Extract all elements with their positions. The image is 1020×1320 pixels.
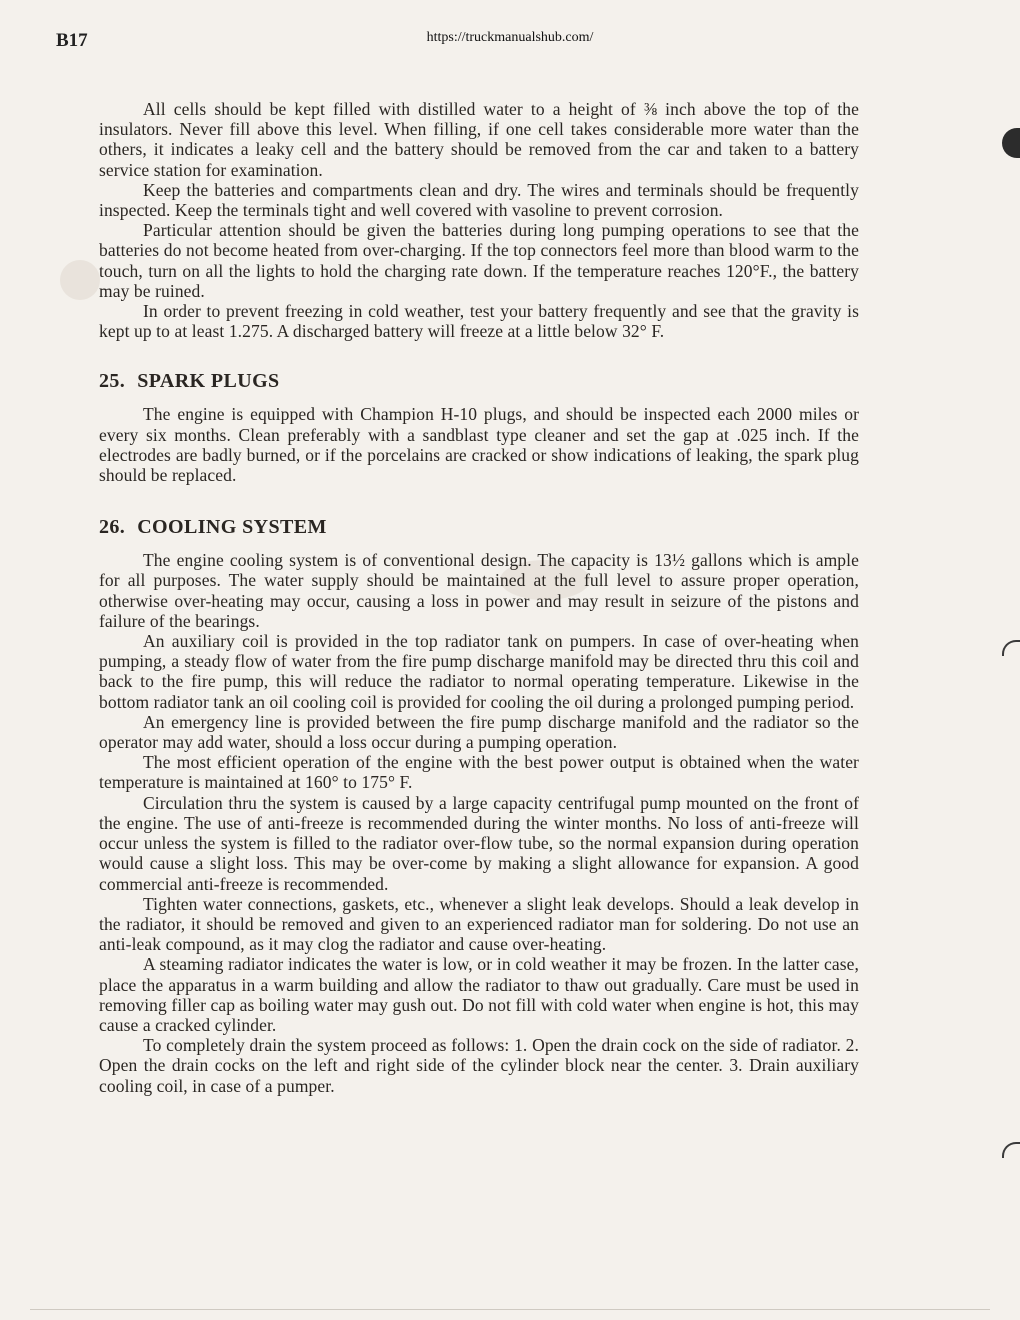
page-edge-mark	[1002, 640, 1020, 656]
section-number: 26.	[99, 516, 126, 539]
cooling-paragraph: A steaming radiator indicates the water is low, or in cold weather it may be frozen. In the latter case, place the apparatus in a warm building and allow the radiator to thaw out gradually. Care must be used in removing filler cap as boiling water may gush out. Do not fill with cold water when engine is hot, this may cause a cracked cylinder.	[99, 954, 859, 1035]
source-url[interactable]: https://truckmanualshub.com/	[426, 30, 594, 45]
cooling-paragraph: Circulation thru the system is caused by a large capacity centrifugal pump mounted on the front of the engine. The use of anti-freeze is recommended during the winter months. No loss of anti-freeze will occur unless the system is filled to the radiator over-flow tube, so the normal expansion during operation would cause a slight loss. This may be over-come by making a slight allowance for expansion. A good commercial anti-freeze is recommended.	[99, 792, 859, 894]
section-title: SPARK PLUGS	[137, 370, 280, 393]
battery-paragraph: Particular attention should be given the batteries during long pumping operations to see that the batteries do not become heated from over-charging. If the top connectors feel more than blood warm to the touch, turn on all the lights to hold the charging rate down. If the temperature reaches 120°F., the battery may be ruined.	[99, 220, 859, 301]
cooling-paragraph: An emergency line is provided between the fire pump discharge manifold and the radiator so the operator may add water, should a loss occur during a pumping operation.	[99, 711, 859, 753]
battery-paragraph: Keep the batteries and compartments clean and dry. The wires and terminals should be frequently inspected. Keep the terminals tight and well covered with vasoline to prevent corrosion.	[99, 179, 859, 221]
page-edge-mark	[1002, 1142, 1020, 1158]
cooling-paragraph: To completely drain the system proceed as follows: 1. Open the drain cock on the side of radiator. 2. Open the drain cocks on the left and right side of the cylinder block near the center. 3. Drain auxiliary cooling coil, in case of a pumper.	[99, 1035, 859, 1096]
document-body	[99, 99, 859, 1096]
spark-plugs-paragraph: The engine is equipped with Champion H-10 plugs, and should be inspected each 2000 miles or every six months. Clean preferably with a sandblast type cleaner and set the gap at .025 inch. If the electrodes are badly burned, or if the porcelains are cracked or show indications of leaking, the spark plug should be replaced.	[99, 404, 859, 486]
binding-hole-mark	[1002, 128, 1020, 158]
section-title: COOLING SYSTEM	[137, 516, 327, 539]
page-number: B17	[56, 30, 88, 51]
cooling-paragraph: The engine cooling system is of conventional design. The capacity is 13½ gallons which is ample for all purposes. The water supply should be maintained at the full level to assure proper operation, otherwise over-heating may occur, causing a loss in power and may result in seizure of the pistons and failure of the bearings.	[99, 550, 859, 631]
battery-paragraph: In order to prevent freezing in cold weather, test your battery frequently and see that the gravity is kept up to at least 1.275. A discharged battery will freeze at a little below 32° F.	[99, 301, 859, 342]
cooling-paragraph: Tighten water connections, gaskets, etc., whenever a slight leak develops. Should a leak develop in the radiator, it should be removed and given to an experienced radiator man for soldering. Do not use an anti-leak compound, as it may clog the radiator and cause over-heating.	[99, 893, 859, 955]
cooling-paragraph: An auxiliary coil is provided in the top radiator tank on pumpers. In case of over-heating when pumping, a steady flow of water from the fire pump discharge manifold may be directed thru this coil and back to the fire pump, this will reduce the radiator to normal operating temperature. Likewise in the bottom radiator tank an oil cooling coil is provided for cooling the oil during a prolonged pumping period.	[99, 631, 859, 712]
section-heading-cooling-system	[99, 515, 859, 539]
section-number: 25.	[99, 370, 126, 393]
cooling-paragraph: The most efficient operation of the engine with the best power output is obtained when the water temperature is maintained at 160° to 175° F.	[99, 752, 859, 793]
paper-stain	[60, 260, 100, 300]
page-bottom-edge	[30, 1309, 990, 1310]
section-heading-spark-plugs	[99, 369, 859, 393]
battery-paragraph: All cells should be kept filled with distilled water to a height of ⅜ inch above the top of the insulators. Never fill above this level. When filling, if one cell takes considerable more water than the others, it indicates a leaky cell and the battery should be removed from the car and taken to a battery service station for examination.	[99, 99, 859, 180]
